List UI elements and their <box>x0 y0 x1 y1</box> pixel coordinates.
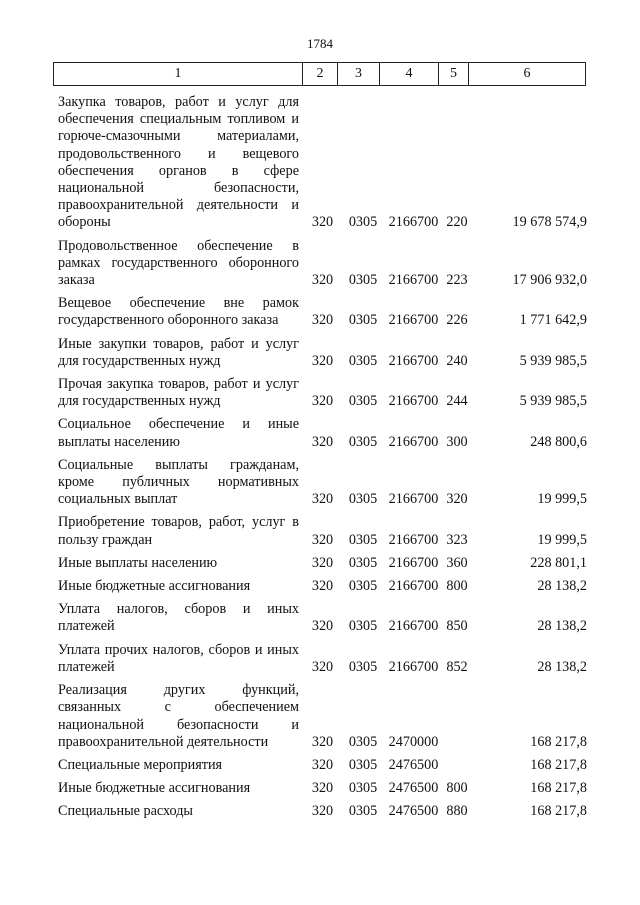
row-c5-value: 850 <box>446 618 468 635</box>
row-c3-value: 0305 <box>348 272 378 289</box>
row-c2-value: 320 <box>311 272 334 289</box>
row-c6-value: 19 999,5 <box>537 531 587 548</box>
row-description: Иные закупки товаров, работ и услуг для государственных нужд <box>58 335 299 369</box>
row-c5-value: 226 <box>446 312 468 329</box>
header-col-2: 2 <box>303 63 338 85</box>
table-row <box>58 94 618 232</box>
table-row <box>58 336 618 370</box>
row-c4-value: 2166700 <box>388 393 439 410</box>
row-description: Специальные расходы <box>58 803 193 820</box>
row-c3-value: 0305 <box>348 803 378 820</box>
row-c6-value: 17 906 932,0 <box>512 272 587 289</box>
table-row <box>58 416 618 450</box>
row-c4-value: 2166700 <box>388 618 439 635</box>
row-c5-value: 800 <box>446 780 468 797</box>
row-c6-value: 168 217,8 <box>530 733 587 750</box>
row-c6-value: 168 217,8 <box>530 780 587 797</box>
row-c6-value: 19 678 574,9 <box>512 214 587 231</box>
row-description: Реализация других функций, связанных с обеспечением национальной безопасности и правоохранительной деятельности <box>58 682 299 750</box>
row-c3-value: 0305 <box>348 658 378 675</box>
row-c2-value: 320 <box>311 312 334 329</box>
row-c3-value: 0305 <box>348 531 378 548</box>
row-c4-value: 2166700 <box>388 214 439 231</box>
table-row <box>58 601 618 635</box>
row-c5-value: 240 <box>446 352 468 369</box>
row-c6-value: 5 939 985,5 <box>519 352 587 369</box>
row-c4-value: 2476500 <box>388 756 439 773</box>
row-description: Специальные мероприятия <box>58 756 223 773</box>
row-c5-value: 800 <box>446 578 468 595</box>
row-c2-value: 320 <box>311 491 334 508</box>
row-c6-value: 28 138,2 <box>537 658 587 675</box>
row-description: Иные бюджетные ассигнования <box>58 780 251 797</box>
row-c5-value: 300 <box>446 433 468 450</box>
row-c3-value: 0305 <box>348 393 378 410</box>
row-c3-value: 0305 <box>348 433 378 450</box>
row-c3-value: 0305 <box>348 352 378 369</box>
row-c6-value: 168 217,8 <box>530 756 587 773</box>
row-c4-value: 2166700 <box>388 352 439 369</box>
row-c2-value: 320 <box>311 214 334 231</box>
row-c4-value: 2166700 <box>388 491 439 508</box>
row-description: Вещевое обеспечение вне рамок государственного оборонного заказа <box>58 295 299 329</box>
row-c4-value: 2166700 <box>388 272 439 289</box>
row-c2-value: 320 <box>311 658 334 675</box>
row-description: Приобретение товаров, работ, услуг в пользу граждан <box>58 514 299 548</box>
row-description: Продовольственное обеспечение в рамках государственного оборонного заказа <box>58 237 299 289</box>
header-col-5: 5 <box>439 63 469 85</box>
row-c3-value: 0305 <box>348 491 378 508</box>
row-c2-value: 320 <box>311 803 334 820</box>
row-c4-value: 2166700 <box>388 312 439 329</box>
header-col-4: 4 <box>380 63 439 85</box>
row-description: Социальные выплаты гражданам, кроме публичных нормативных социальных выплат <box>58 456 299 508</box>
row-c3-value: 0305 <box>348 780 378 797</box>
row-c3-value: 0305 <box>348 618 378 635</box>
row-c2-value: 320 <box>311 733 334 750</box>
row-c6-value: 5 939 985,5 <box>519 393 587 410</box>
row-c3-value: 0305 <box>348 578 378 595</box>
row-c4-value: 2166700 <box>388 554 439 571</box>
row-c5-value: 880 <box>446 803 468 820</box>
row-c4-value: 2166700 <box>388 578 439 595</box>
table-row <box>58 757 618 774</box>
table-row <box>58 238 618 290</box>
table-row <box>58 514 618 548</box>
table-row <box>58 295 618 329</box>
row-c4-value: 2476500 <box>388 780 439 797</box>
table-row <box>58 376 618 410</box>
row-c2-value: 320 <box>311 780 334 797</box>
row-c5-value: 223 <box>446 272 468 289</box>
row-c5-value: 852 <box>446 658 468 675</box>
row-c5-value: 360 <box>446 554 468 571</box>
header-col-1: 1 <box>54 63 303 85</box>
row-c3-value: 0305 <box>348 554 378 571</box>
row-c6-value: 168 217,8 <box>530 803 587 820</box>
row-c4-value: 2470000 <box>388 733 439 750</box>
row-description: Иные бюджетные ассигнования <box>58 578 251 595</box>
row-c6-value: 28 138,2 <box>537 618 587 635</box>
row-c2-value: 320 <box>311 531 334 548</box>
row-c2-value: 320 <box>311 393 334 410</box>
row-c6-value: 248 800,6 <box>530 433 587 450</box>
row-description: Уплата налогов, сборов и иных платежей <box>58 601 299 635</box>
table-header <box>53 62 586 86</box>
row-c6-value: 19 999,5 <box>537 491 587 508</box>
header-col-3: 3 <box>338 63 380 85</box>
row-c4-value: 2166700 <box>388 531 439 548</box>
header-col-6: 6 <box>523 66 531 81</box>
row-description: Уплата прочих налогов, сборов и иных платежей <box>58 641 299 675</box>
row-c6-value: 228 801,1 <box>530 554 587 571</box>
row-c4-value: 2476500 <box>388 803 439 820</box>
row-c4-value: 2166700 <box>388 658 439 675</box>
row-c5-value: 244 <box>446 393 468 410</box>
row-description: Социальное обеспечение и иные выплаты населению <box>58 416 299 450</box>
row-c5-value: 220 <box>446 214 468 231</box>
table-row <box>58 555 618 572</box>
row-c3-value: 0305 <box>348 312 378 329</box>
row-c6-value: 1 771 642,9 <box>519 312 587 329</box>
table-row <box>58 682 618 751</box>
row-c5-value: 323 <box>446 531 468 548</box>
row-c2-value: 320 <box>311 554 334 571</box>
row-c2-value: 320 <box>311 352 334 369</box>
page-number: 1784 <box>307 36 333 51</box>
table-body <box>58 94 618 827</box>
row-c2-value: 320 <box>311 618 334 635</box>
row-c2-value: 320 <box>311 433 334 450</box>
table-row <box>58 457 618 509</box>
row-c3-value: 0305 <box>348 756 378 773</box>
row-description: Закупка товаров, работ и услуг для обеспечения специальным топливом и горюче-смазочными материалами, продовольственного и вещевого обеспечения органов в сфере национальной безопасности, правоохранительной деятельности и обороны <box>58 94 299 231</box>
table-row <box>58 578 618 595</box>
table-row <box>58 780 618 797</box>
row-c2-value: 320 <box>311 756 334 773</box>
table-row <box>58 803 618 820</box>
row-c3-value: 0305 <box>348 214 378 231</box>
row-description: Иные выплаты населению <box>58 554 218 571</box>
table-row <box>58 642 618 676</box>
row-c3-value: 0305 <box>348 733 378 750</box>
row-c5-value: 320 <box>446 491 468 508</box>
row-description: Прочая закупка товаров, работ и услуг для государственных нужд <box>58 376 299 410</box>
row-c2-value: 320 <box>311 578 334 595</box>
row-c4-value: 2166700 <box>388 433 439 450</box>
row-c6-value: 28 138,2 <box>537 578 587 595</box>
